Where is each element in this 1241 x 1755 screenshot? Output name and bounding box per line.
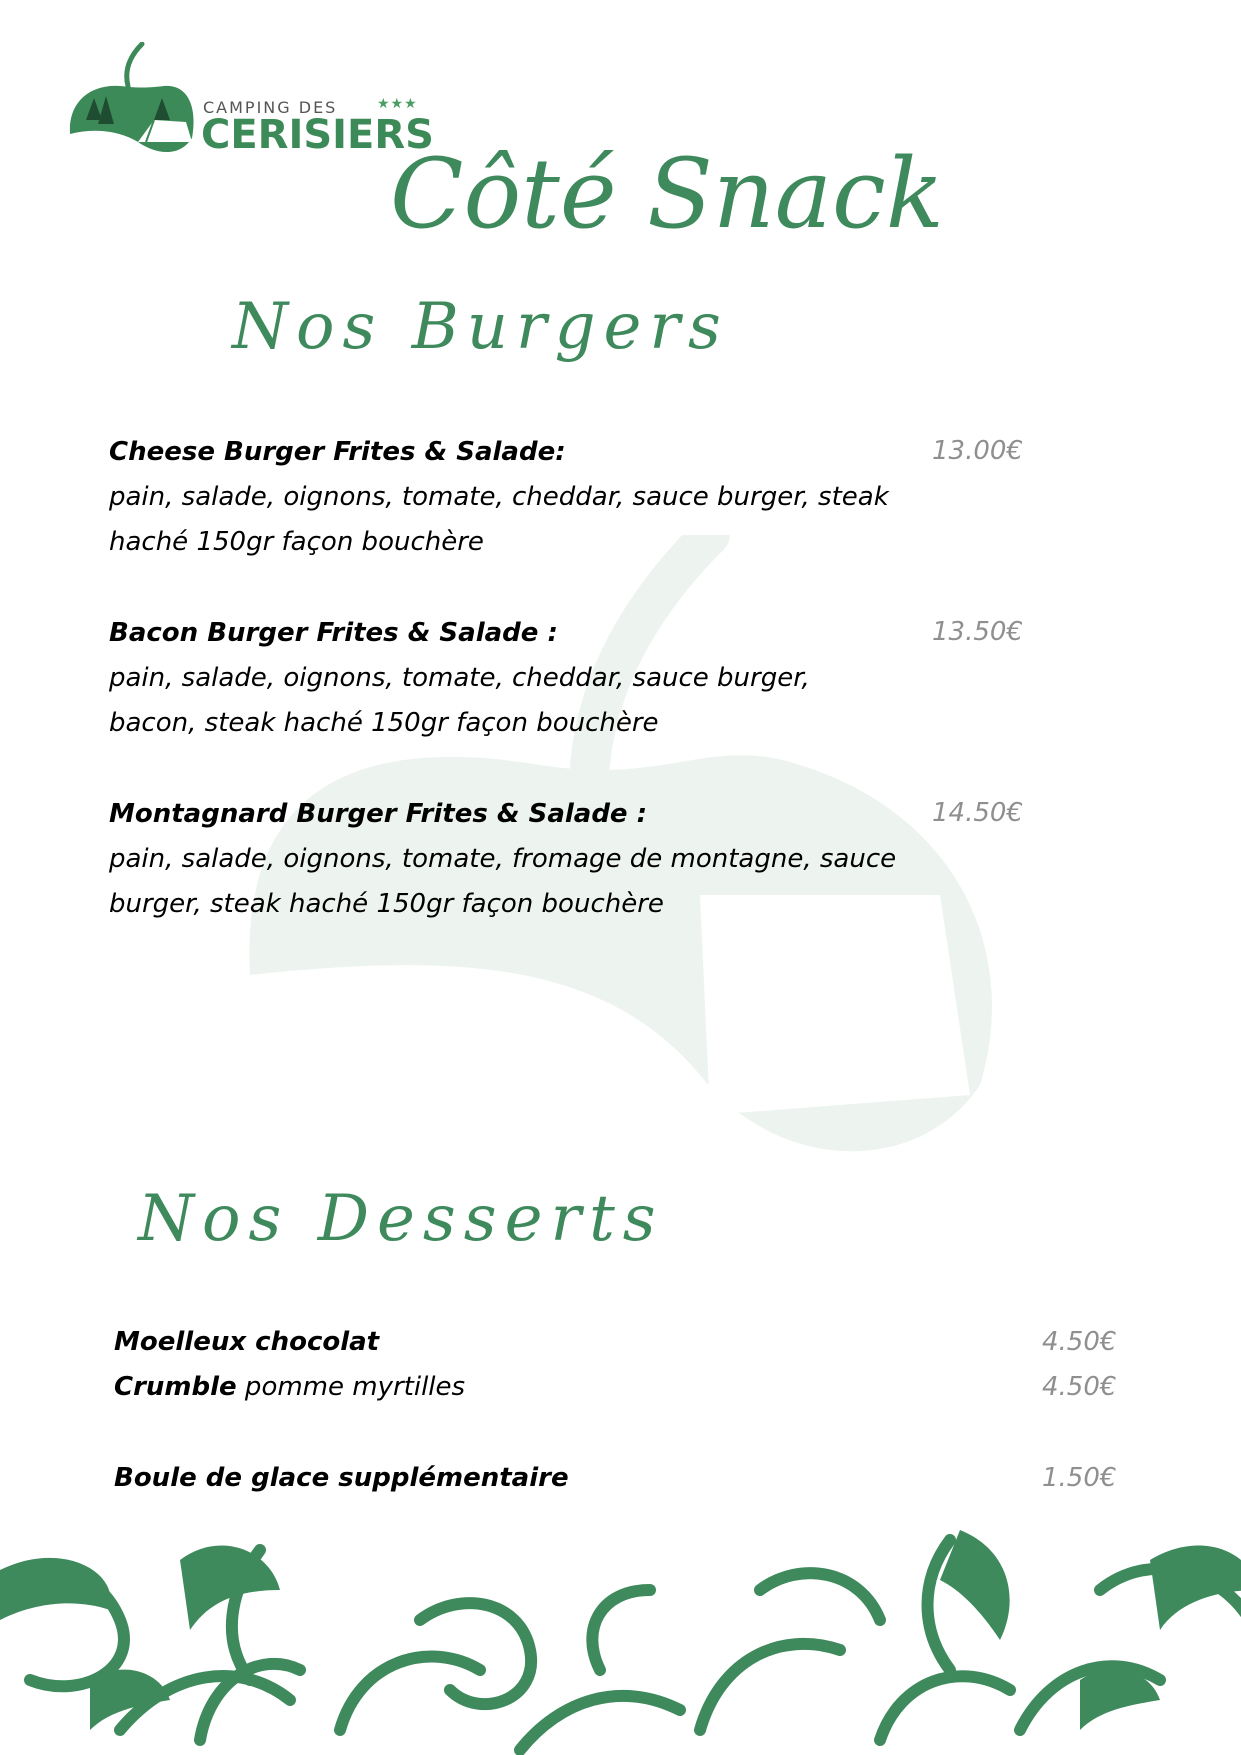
brand-name: CERISIERS <box>201 112 434 158</box>
dessert-price: 1.50€ <box>1042 1463 1117 1493</box>
dessert-detail: pomme myrtilles <box>236 1372 466 1402</box>
menu-item-name: Montagnard Burger Frites & Salade : <box>109 799 648 829</box>
dessert-item <box>114 1463 569 1493</box>
desserts-section-title: Nos Desserts <box>138 1182 664 1256</box>
dessert-name: Crumble <box>114 1372 237 1402</box>
dessert-item <box>114 1327 379 1357</box>
menu-item-price: 14.50€ <box>932 798 1023 828</box>
menu-item-price: 13.00€ <box>932 436 1023 466</box>
menu-item-cheese-burger <box>109 430 909 565</box>
brand-subtitle: CAMPING DES <box>203 98 338 117</box>
dessert-price: 4.50€ <box>1042 1327 1117 1357</box>
burgers-section-title: Nos Burgers <box>232 290 729 364</box>
menu-item-description: pain, salade, oignons, tomate, cheddar, sauce burger, steak haché 150gr façon bouchère <box>109 482 889 557</box>
floral-border-decoration <box>0 1530 1241 1755</box>
menu-item-montagnard-burger <box>109 792 909 927</box>
menu-item-description: pain, salade, oignons, tomate, cheddar, sauce burger, bacon, steak haché 150gr façon bouchère <box>109 663 810 738</box>
dessert-name: Moelleux chocolat <box>114 1327 380 1357</box>
dessert-item <box>114 1372 465 1402</box>
dessert-price: 4.50€ <box>1042 1372 1117 1402</box>
menu-item-name: Bacon Burger Frites & Salade : <box>109 618 558 648</box>
menu-item-name: Cheese Burger Frites & Salade: <box>109 437 566 467</box>
menu-item-price: 13.50€ <box>932 617 1023 647</box>
dessert-name: Boule de glace supplémentaire <box>114 1463 569 1493</box>
page-title: Côté Snack <box>390 138 944 250</box>
rating-stars: ★★★ <box>377 96 418 112</box>
menu-item-bacon-burger <box>109 611 909 746</box>
menu-item-description: pain, salade, oignons, tomate, fromage de montagne, sauce burger, steak haché 150gr façon bouchère <box>109 844 897 919</box>
